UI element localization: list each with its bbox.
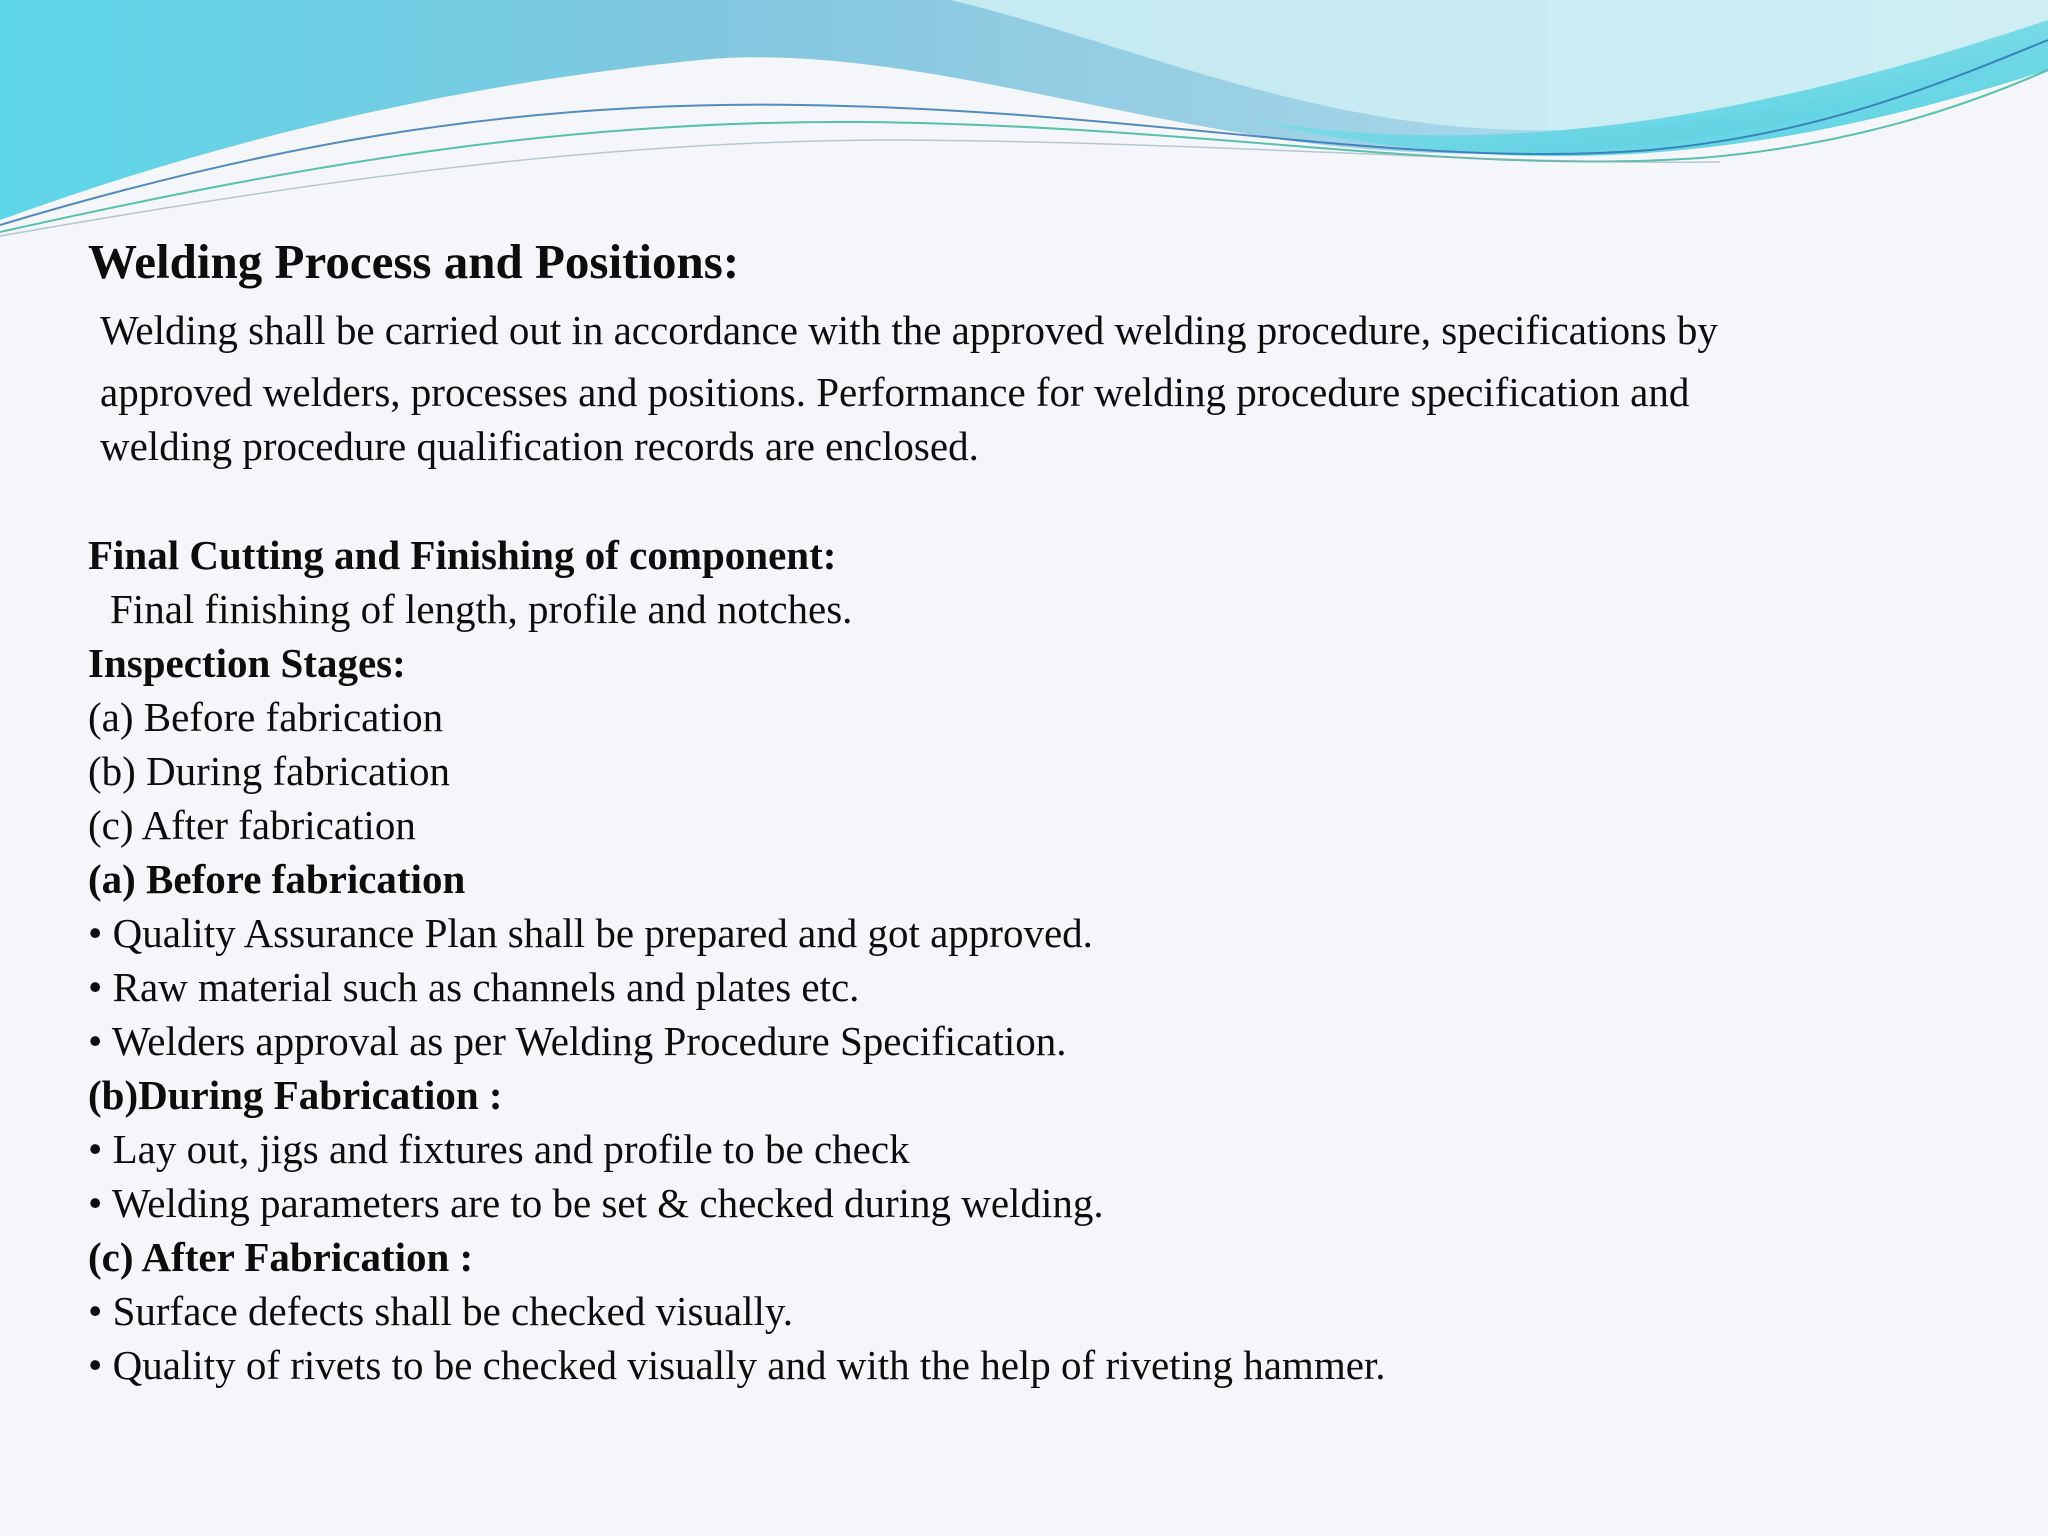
- after-heading: (c) After Fabrication :: [88, 1234, 474, 1280]
- after-item-2: • Quality of rivets to be checked visually and with the help of riveting hammer.: [88, 1342, 1386, 1388]
- intro-line-1: Welding shall be carried out in accordance with the approved welding procedure, specifications by: [100, 307, 1718, 353]
- before-item-2: • Raw material such as channels and plates etc.: [88, 964, 860, 1010]
- inspection-stage-a: (a) Before fabrication: [88, 694, 444, 740]
- during-item-1: • Lay out, jigs and fixtures and profile to be check: [88, 1126, 910, 1172]
- intro-line-2: approved welders, processes and positions. Performance for welding procedure specification and: [100, 369, 1690, 415]
- intro-line-3: welding procedure qualification records are enclosed.: [100, 423, 979, 469]
- before-item-1: • Quality Assurance Plan shall be prepared and got approved.: [88, 910, 1093, 956]
- before-heading: (a) Before fabrication: [88, 856, 466, 902]
- inspection-heading: Inspection Stages:: [88, 640, 406, 686]
- after-item-1: • Surface defects shall be checked visually.: [88, 1288, 793, 1334]
- before-item-3: • Welders approval as per Welding Procedure Specification.: [88, 1018, 1067, 1064]
- inspection-stage-b: (b) During fabrication: [88, 748, 451, 794]
- inspection-stage-c: (c) After fabrication: [88, 802, 416, 848]
- during-item-2: • Welding parameters are to be set & checked during welding.: [88, 1180, 1104, 1226]
- cutting-heading: Final Cutting and Finishing of component:: [88, 532, 837, 578]
- slide-title: Welding Process and Positions:: [88, 234, 740, 289]
- during-heading: (b)During Fabrication :: [88, 1072, 503, 1118]
- cutting-text: Final finishing of length, profile and notches.: [110, 586, 853, 632]
